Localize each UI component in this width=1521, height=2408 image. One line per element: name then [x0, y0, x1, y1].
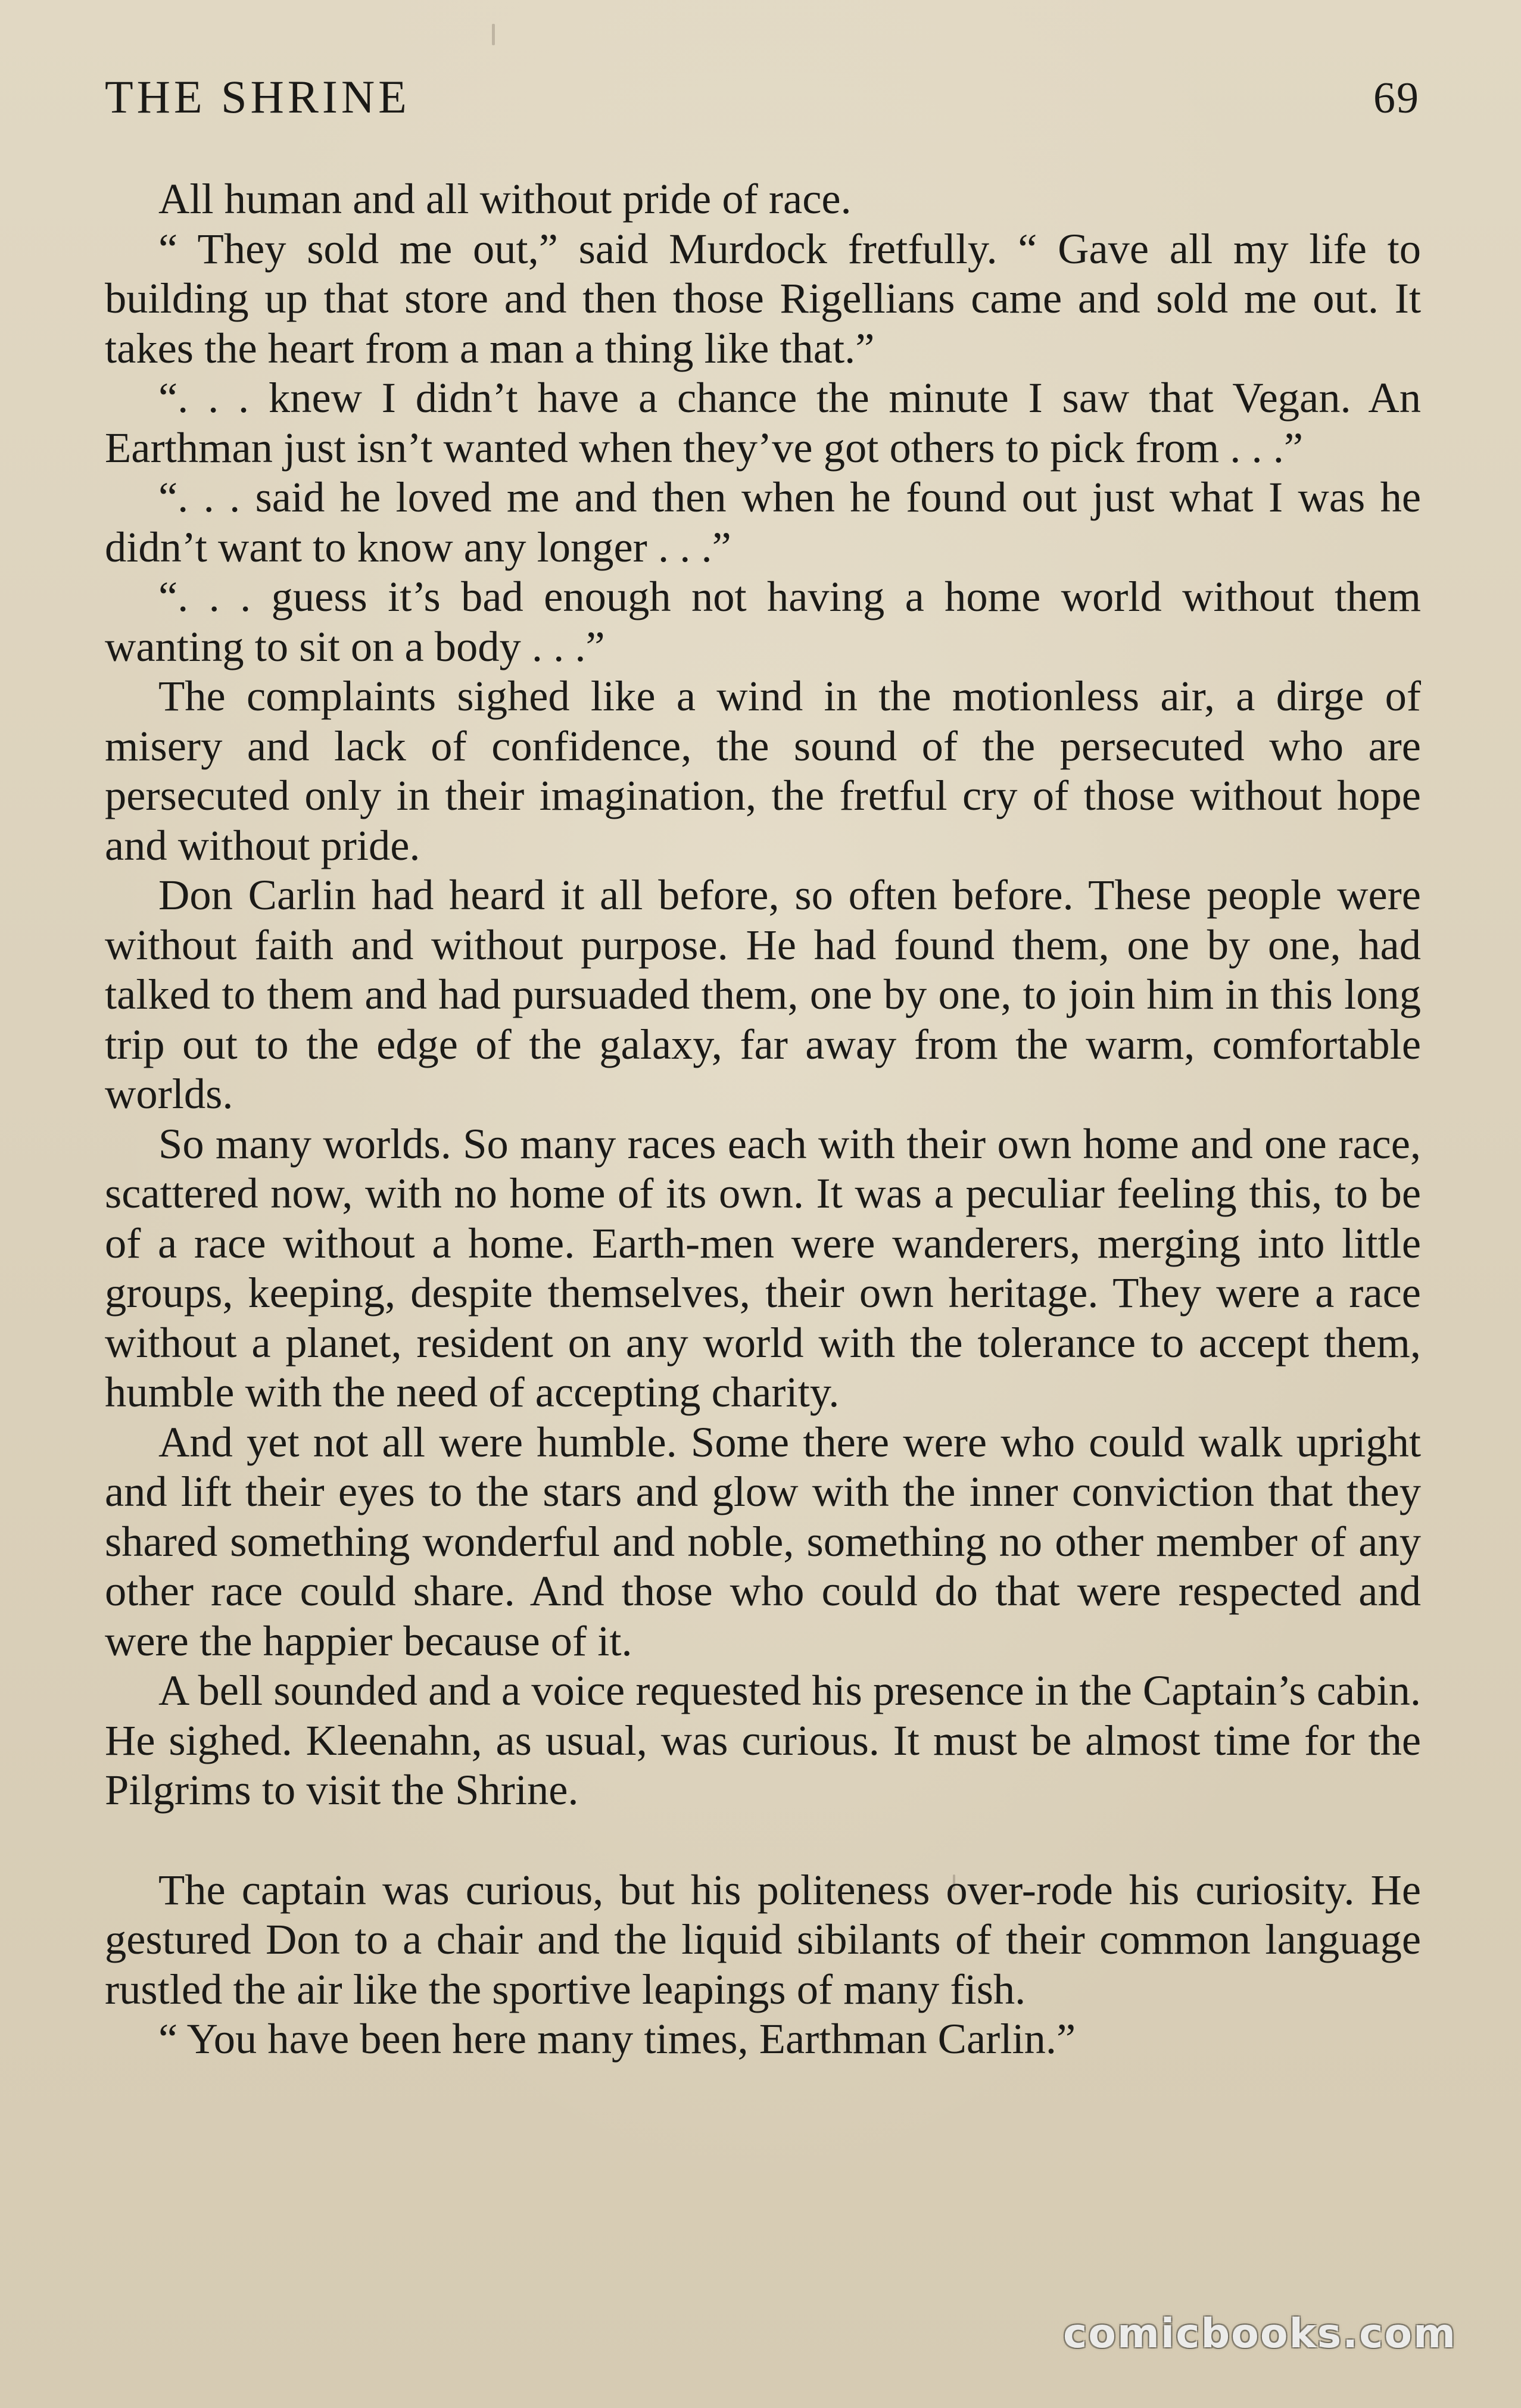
- paragraph: And yet not all were humble. Some there were who could walk upright and lift their eyes to the stars and glow with the inner conviction that they shared something wonderful and noble, something no other member of any other race could share. And those who could do that were respected and were the happier because of it.: [105, 1417, 1421, 1665]
- body-text: [105, 174, 1421, 2064]
- page-number: 69: [1373, 74, 1420, 123]
- running-head: [105, 70, 1420, 136]
- paragraph: The captain was curious, but his politeness over-rode his curiosity. He gestured Don to a chair and the liquid sibilants of their common language rustled the air like the sportive leapings of many fish.: [105, 1865, 1421, 2013]
- paper-fleck: [492, 24, 495, 45]
- paragraph: “. . . said he loved me and then when he found out just what I was he didn’t want to know any longer . . .”: [105, 473, 1421, 571]
- paragraph: “. . . knew I didn’t have a chance the minute I saw that Vegan. An Earthman just isn’t wanted when they’ve got others to pick from . . .”: [105, 373, 1421, 472]
- watermark-logo: comicbooks.com: [1062, 2310, 1457, 2357]
- paragraph: “ They sold me out,” said Murdock fretfully. “ Gave all my life to building up that store and then those Rigellians came and sold me out. It takes the heart from a man a thing like that.”: [105, 224, 1421, 372]
- paragraph: The complaints sighed like a wind in the motionless air, a dirge of misery and lack of confidence, the sound of the persecuted who are persecuted only in their imagination, the fretful cry of those without hope and without pride.: [105, 672, 1421, 869]
- paragraph: A bell sounded and a voice requested his presence in the Captain’s cabin. He sighed. Kleenahn, as usual, was curious. It must be almost time for the Pilgrims to visit the Shrine.: [105, 1666, 1421, 1814]
- paragraph: All human and all without pride of race.: [158, 174, 852, 223]
- paragraph: So many worlds. So many races each with their own home and one race, scattered now, with no home of its own. It was a peculiar feeling this, to be of a race without a home. Earth-men were wanderers, merging into little groups, keeping, despite themselves, their own heritage. They were a race without a planet, resident on any world with the tolerance to accept them, humble with the need of accepting charity.: [105, 1119, 1421, 1416]
- paragraph: Don Carlin had heard it all before, so often before. These people were without faith and without purpose. He had found them, one by one, had talked to them and had pursuaded them, one by one, to join him in this long trip out to the edge of the galaxy, far away from the warm, comfortable worlds.: [105, 871, 1421, 1118]
- paragraph: “. . . guess it’s bad enough not having a home world without them wanting to sit on a body . . .”: [105, 572, 1421, 670]
- running-title: THE SHRINE: [105, 71, 410, 123]
- section-break: [105, 1815, 1421, 1865]
- paragraph: “ You have been here many times, Earthman Carlin.”: [158, 2014, 1076, 2063]
